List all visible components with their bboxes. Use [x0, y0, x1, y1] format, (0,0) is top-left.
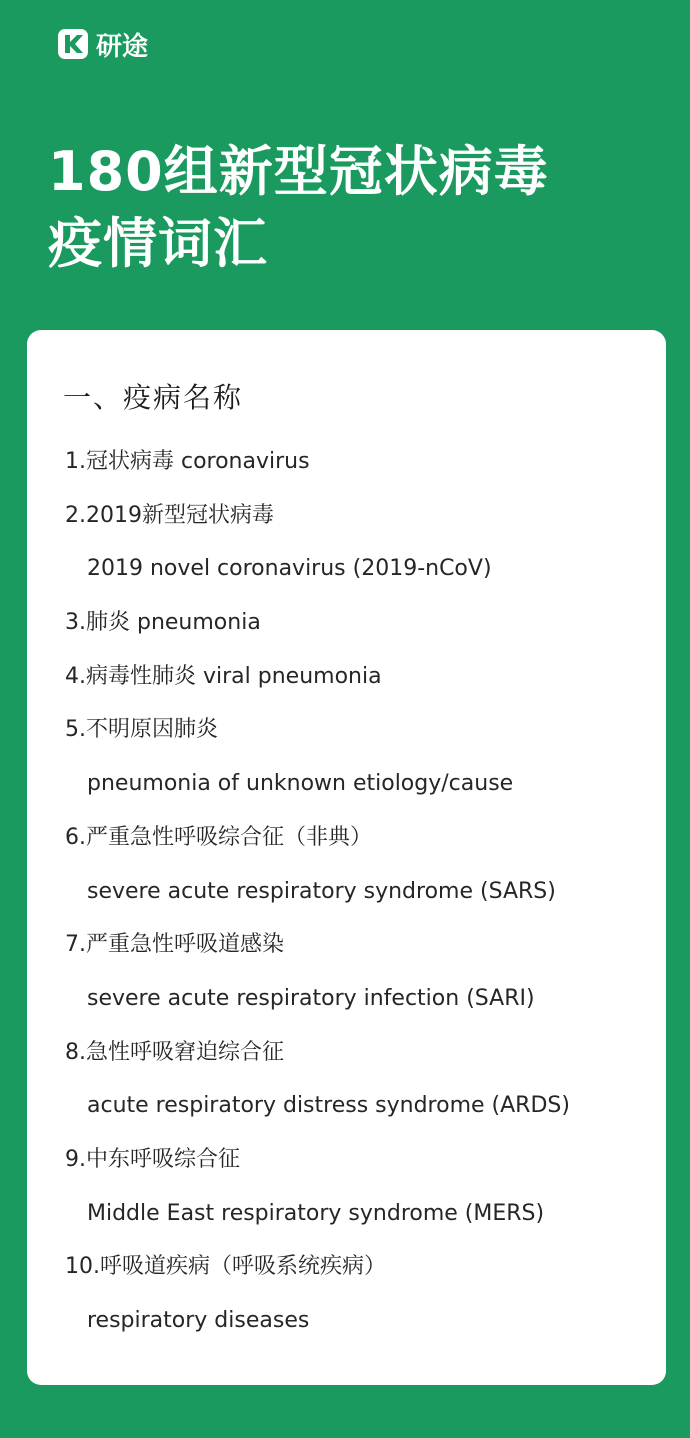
list-item-translation: Middle East respiratory syndrome (MERS): [87, 1200, 545, 1226]
list-item: 9.中东呼吸综合征: [65, 1146, 240, 1172]
list-item: 6.严重急性呼吸综合征（非典）: [65, 824, 372, 850]
list-item: 5.不明原因肺炎: [65, 717, 218, 743]
title-line-2: 疫情词汇: [48, 212, 268, 275]
list-item: 4.病毒性肺炎 viral pneumonia: [65, 663, 382, 689]
k-logo-icon: [56, 26, 92, 62]
list-item-translation: acute respiratory distress syndrome (ARDS): [87, 1093, 570, 1119]
list-item-translation: respiratory diseases: [87, 1308, 310, 1333]
list-item: 10.呼吸道疾病（呼吸系统疾病）: [65, 1254, 386, 1280]
list-item: 1.冠状病毒 coronavirus: [65, 449, 310, 474]
list-item: 8.急性呼吸窘迫综合征: [65, 1039, 284, 1065]
list-item-translation: 2019 novel coronavirus (2019-nCoV): [87, 556, 492, 582]
list-item: 7.严重急性呼吸道感染: [65, 932, 284, 958]
section-title: 一、疫病名称: [63, 381, 244, 414]
brand-logo: [56, 24, 148, 64]
list-item-translation: pneumonia of unknown etiology/cause: [87, 771, 514, 797]
list-item: 2.2019新型冠状病毒: [65, 502, 274, 528]
vocabulary-card: [27, 330, 666, 1385]
list-item: 3.肺炎 pneumonia: [65, 610, 261, 636]
vocabulary-list: [65, 442, 646, 1355]
page-title: [48, 136, 549, 280]
title-line-1: 180组新型冠状病毒: [48, 140, 549, 203]
list-item-translation: severe acute respiratory syndrome (SARS): [87, 878, 556, 904]
brand-name: 研途: [96, 31, 149, 62]
list-item-translation: severe acute respiratory infection (SARI): [87, 985, 535, 1011]
